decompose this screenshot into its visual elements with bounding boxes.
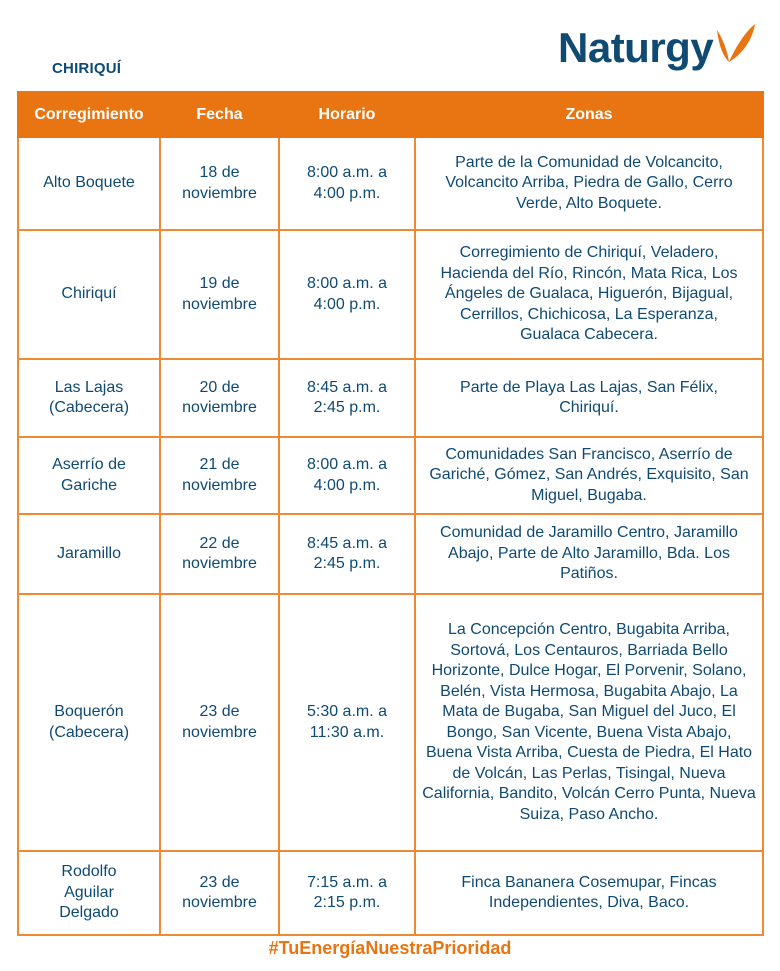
butterfly-logo-icon [715, 18, 757, 75]
cell-corregimiento: Jaramillo [18, 514, 160, 594]
cell-fecha: 22 de noviembre [160, 514, 279, 594]
cell-horario: 8:00 a.m. a 4:00 p.m. [279, 230, 415, 359]
campaign-hashtag: #TuEnergíaNuestraPrioridad [268, 938, 512, 958]
table-row [18, 594, 763, 851]
cell-horario: 8:45 a.m. a 2:45 p.m. [279, 514, 415, 594]
column-header-fecha: Fecha [160, 92, 279, 137]
cell-corregimiento: Boquerón (Cabecera) [18, 594, 160, 851]
cell-zonas: Parte de Playa Las Lajas, San Félix, Chiriquí. [415, 359, 763, 437]
table-row [18, 437, 763, 514]
cell-fecha: 21 de noviembre [160, 437, 279, 514]
table-row [18, 137, 763, 230]
cell-zonas: La Concepción Centro, Bugabita Arriba, Sortová, Los Centauros, Barriada Bello Horizonte, Dulce Hogar, El Porvenir, Solano, Belén, Vista Hermosa, Bugabita Abajo, La Mata de Bugaba, San Miguel del Juco, El Bongo, San Vicente, Buena Vista Abajo, Buena Vista Arriba, Cuesta de Piedra, El Hato de Volcán, Las Perlas, Tisingal, Nueva California, Bandito, Volcán Cerro Punta, Nueva Suiza, Paso Ancho. [415, 594, 763, 851]
cell-corregimiento: Rodolfo Aguilar Delgado [18, 851, 160, 935]
cell-horario: 5:30 a.m. a 11:30 a.m. [279, 594, 415, 851]
outage-schedule-table [17, 91, 764, 936]
brand-name: Naturgy [558, 24, 714, 71]
cell-horario: 8:00 a.m. a 4:00 p.m. [279, 437, 415, 514]
brand-logo [558, 18, 757, 78]
table-row [18, 514, 763, 594]
region-title: CHIRIQUÍ [52, 60, 122, 77]
cell-zonas: Corregimiento de Chiriquí, Veladero, Hacienda del Río, Rincón, Mata Rica, Los Ángeles de Gualaca, Higuerón, Bijagual, Cerrillos, Chichicosa, La Esperanza, Gualaca Cabecera. [415, 230, 763, 359]
cell-horario: 7:15 a.m. a 2:15 p.m. [279, 851, 415, 935]
table-row [18, 230, 763, 359]
cell-zonas: Finca Bananera Cosemupar, Fincas Independientes, Diva, Baco. [415, 851, 763, 935]
cell-fecha: 23 de noviembre [160, 851, 279, 935]
table-row [18, 851, 763, 935]
column-header-horario: Horario [279, 92, 415, 137]
cell-zonas: Comunidad de Jaramillo Centro, Jaramillo Abajo, Parte de Alto Jaramillo, Bda. Los Patiños. [415, 514, 763, 594]
cell-fecha: 20 de noviembre [160, 359, 279, 437]
cell-zonas: Parte de la Comunidad de Volcancito, Volcancito Arriba, Piedra de Gallo, Cerro Verde, Alto Boquete. [415, 137, 763, 230]
cell-fecha: 18 de noviembre [160, 137, 279, 230]
cell-corregimiento: Chiriquí [18, 230, 160, 359]
cell-horario: 8:45 a.m. a 2:45 p.m. [279, 359, 415, 437]
cell-fecha: 23 de noviembre [160, 594, 279, 851]
table-row [18, 359, 763, 437]
cell-zonas: Comunidades San Francisco, Aserrío de Gariché, Gómez, San Andrés, Exquisito, San Miguel, Bugaba. [415, 437, 763, 514]
cell-corregimiento: Aserrío de Gariche [18, 437, 160, 514]
column-header-zonas: Zonas [415, 92, 763, 137]
cell-horario: 8:00 a.m. a 4:00 p.m. [279, 137, 415, 230]
table-header-row [18, 92, 763, 137]
cell-corregimiento: Alto Boquete [18, 137, 160, 230]
cell-corregimiento: Las Lajas (Cabecera) [18, 359, 160, 437]
cell-fecha: 19 de noviembre [160, 230, 279, 359]
column-header-corregimiento: Corregimiento [18, 92, 160, 137]
